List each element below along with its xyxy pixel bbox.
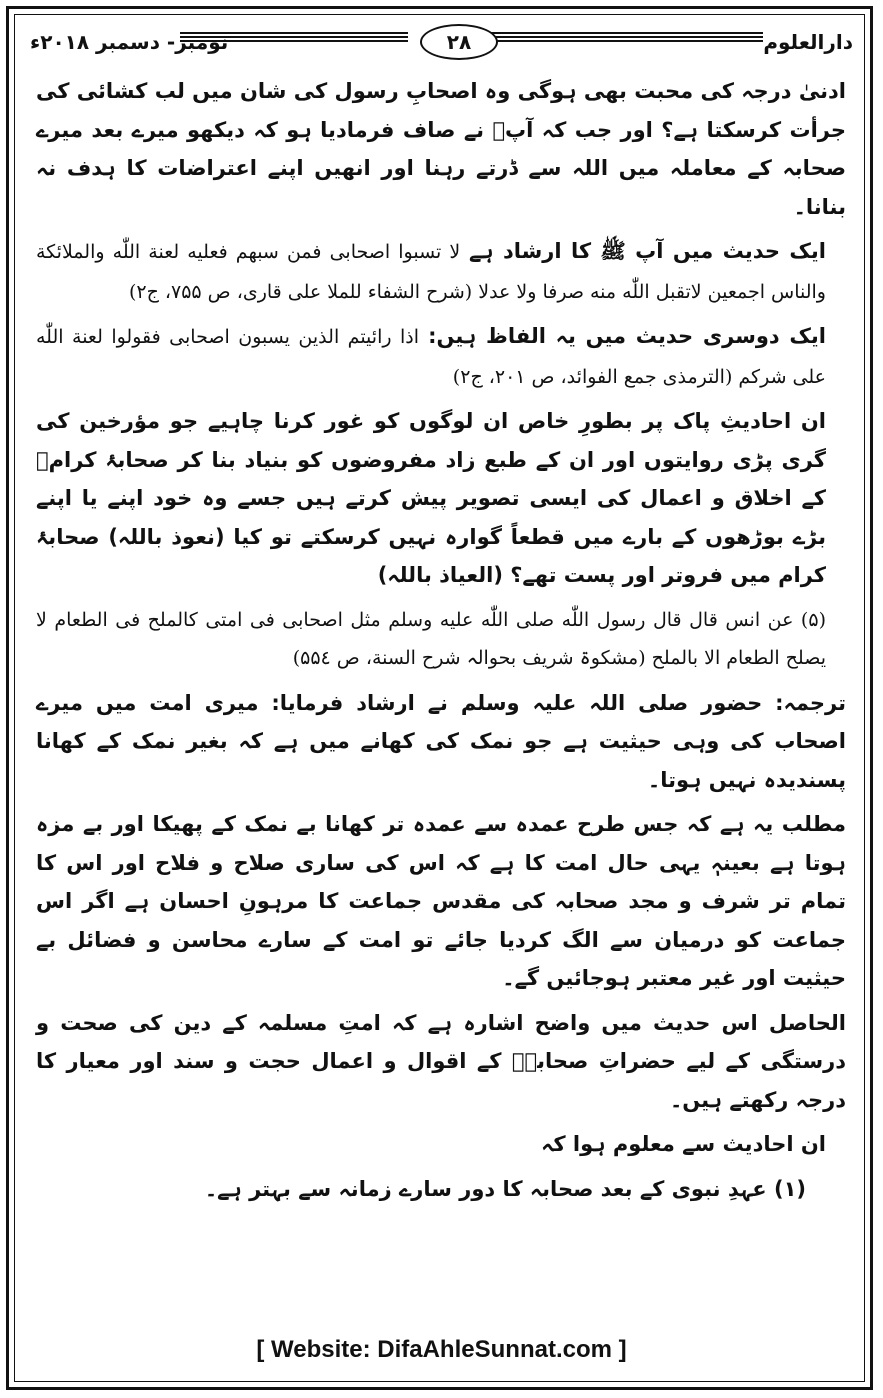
conclusion-paragraph: الحاصل اس حدیث میں واضح اشارہ ہے کہ امتِ مسلمہ کے دین کی صحت و درستگی کے لیے حضراتِ صحابہؓ کے اقوال و اعمال حجت و سند اور معیار کا درجہ رکھتے ہیں۔	[36, 1010, 846, 1112]
list-item: (۱) عہدِ نبوی کے بعد صحابہ کا دور سارے زمانہ سے بہتر ہے۔	[204, 1176, 806, 1201]
paragraph-2-lead: ایک حدیث میں آپ ﷺ کا ارشاد ہے	[469, 239, 826, 263]
page-header	[30, 24, 853, 64]
issue-date: نومبر- دسمبر ۲۰۱۸ء	[30, 30, 229, 54]
paragraph-2	[36, 232, 846, 311]
paragraph-4: ان احادیثِ پاک پر بطورِ خاص ان لوگوں کو غور کرنا چاہیے جو مؤرخین کی گری پڑی روایتوں اور ان کے طبع زاد مفروضوں کو بنیاد بنا کر صحابۂ کرامؓ کے اخلاق و اعمال کی ایسی تصویر پیش کرتے ہیں جسے وہ خود اپنے یا اپنے بڑے بوڑھوں کے بارے میں قطعاً گوارہ نہیں کرسکتے تو کیا (نعوذ باللہ) صحابۂ کرام میں فروتر اور پست تھے؟ (العیاذ باللہ)	[36, 409, 826, 587]
summary-intro: ان احادیث سے معلوم ہوا کہ	[541, 1132, 826, 1156]
paragraph-1: ادنیٰ درجہ کی محبت بھی ہوگی وہ اصحابِ رسول کی شان میں لب کشائی کی جرأت کرسکتا ہے؟ اور جب کہ آپؐ نے صاف فرمادیا ہو کہ دیکھو میرے بعد میرے صحابہ کے معاملہ میں اللہ سے ڈرتے رہنا اور انھیں اپنے اعتراضات کا ہدف نہ بنانا۔	[36, 79, 846, 219]
journal-name: دارالعلوم	[763, 30, 853, 54]
header-rule-right	[483, 32, 763, 48]
hadith-text-2: اذا رائیتم الذین یسبون اصحابی فقولوا لعنة اللّٰه علی شرکم (الترمذی جمع الفوائد، ص ۲۰۱، ج۲)	[36, 326, 826, 388]
paragraph-3	[36, 317, 846, 396]
page-number: ۲۸	[420, 24, 498, 60]
article-body	[36, 72, 846, 1208]
explanation-paragraph: مطلب یہ ہے کہ جس طرح عمدہ سے عمدہ تر کھانا بے نمک کے پھیکا اور بے مزہ ہوتا ہے بعینہٖ یہی حال امت کا ہے کہ اس کی ساری صلاح و فلاح اور اس کا تمام تر شرف و مجد صحابہ کی مقدس جماعت کا مرہونِ احسان ہے اگر اس جماعت کو درمیان سے الگ کردیا جائے تو امت کے سارے محاسن و فضائل بے حیثیت اور غیر معتبر ہوجائیں گے۔	[36, 812, 846, 990]
translation-paragraph: ترجمہ: حضور صلی اللہ علیہ وسلم نے ارشاد فرمایا: میری امت میں میرے اصحاب کی وہی حیثیت ہے جو نمک کی کھانے میں ہے کہ بغیر نمک کے کھانا پسندیدہ نہیں ہوتا۔	[36, 690, 846, 792]
website-footer: [ Website: DifaAhleSunnat.com ]	[256, 1336, 627, 1363]
hadith-text-1: لا تسبوا اصحابی فمن سبھم فعلیه لعنة اللّٰه والملائکة والناس اجمعین لاتقبل اللّٰه منه صرفا ولا عدلا (شرح الشفاء للملا علی قاری، ص ۷۵۵، ج۲)	[36, 241, 826, 303]
paragraph-3-lead: ایک دوسری حدیث میں یہ الفاظ ہیں:	[428, 324, 826, 348]
hadith-text-3: (۵) عن انس قال قال رسول اللّٰه صلی اللّٰه علیه وسلم مثل اصحابی فی امتی کالملح فی الطعام لا یصلح الطعام الا بالملح (مشکوۃ شریف بحوالہ شرح السنة، ص ۵۵٤)	[36, 608, 826, 669]
